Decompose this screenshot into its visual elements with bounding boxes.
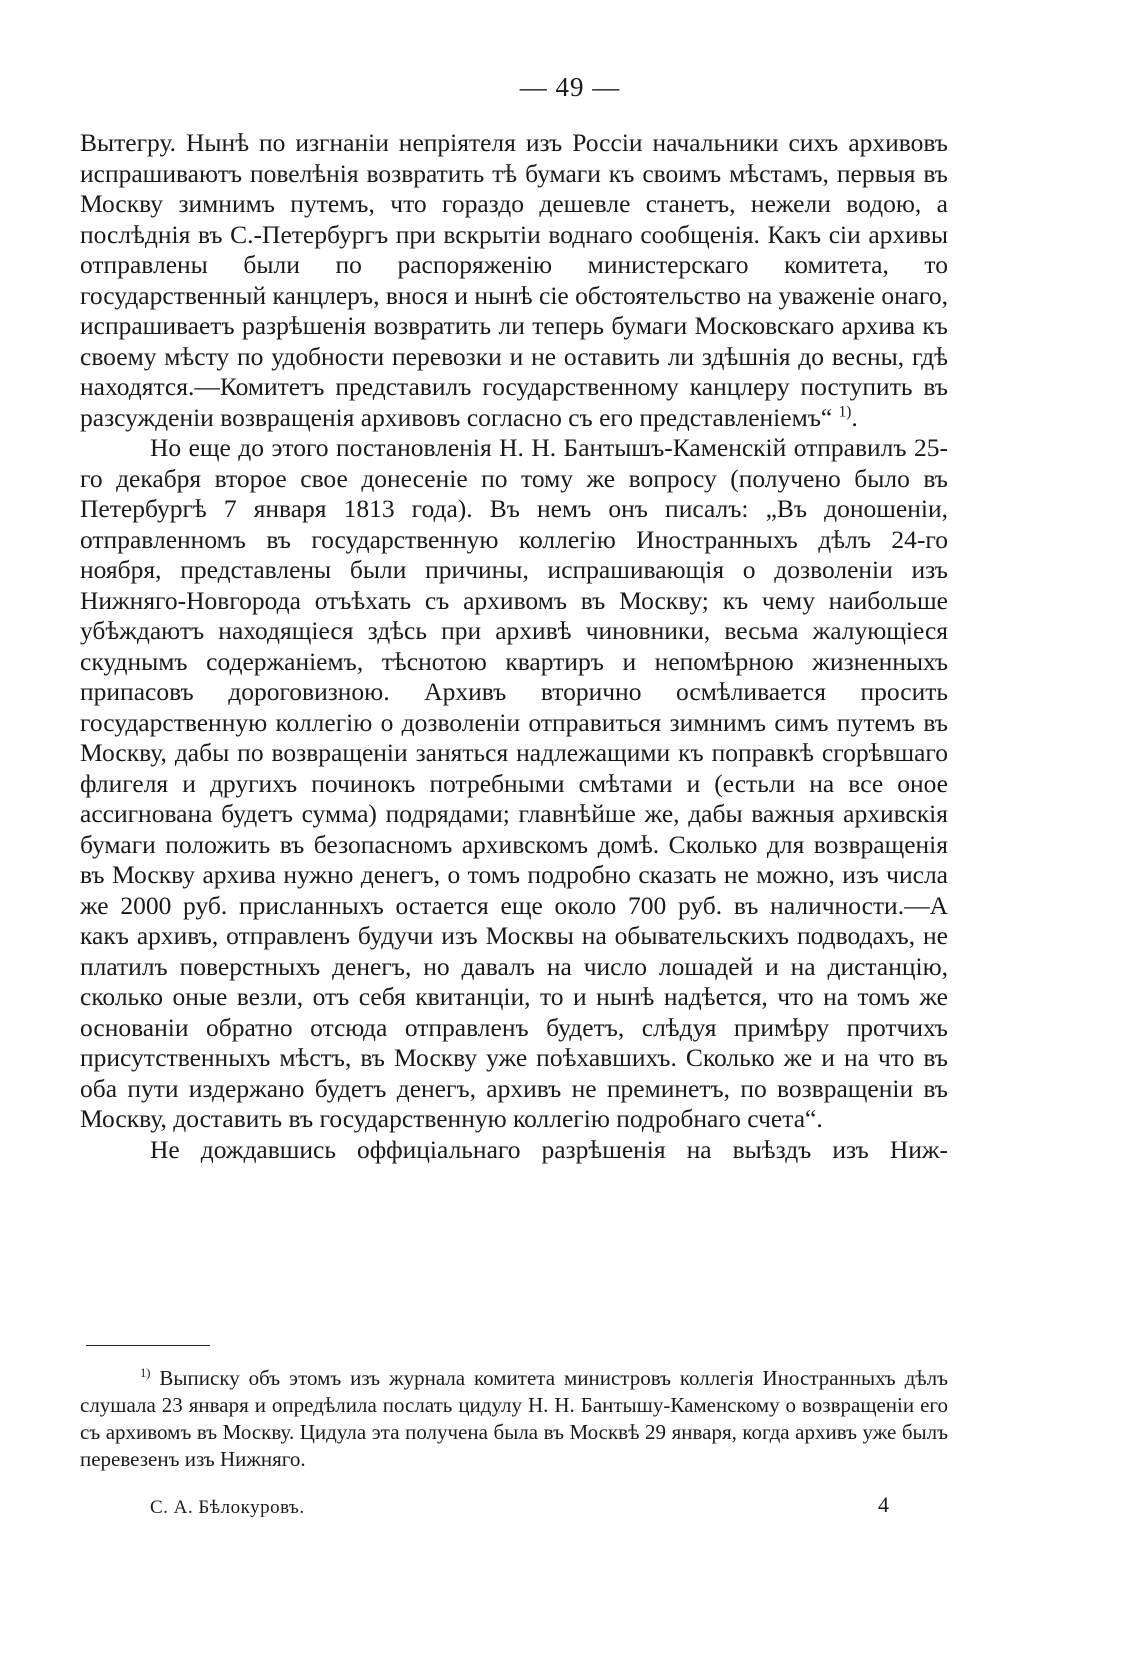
- signature-mark: 4: [878, 1492, 889, 1517]
- paragraph-1: [80, 128, 948, 433]
- footnote-divider: [86, 1345, 210, 1346]
- author-name: С. А. Бѣлокуровъ.: [150, 1497, 305, 1518]
- paragraph-2: [80, 433, 948, 1135]
- footnote-paragraph: [80, 1365, 948, 1473]
- footnote: [80, 1365, 948, 1473]
- footnote-reference: 1): [838, 403, 852, 420]
- paragraph-3: [80, 1135, 948, 1166]
- paragraph-1-tail: .: [851, 402, 858, 432]
- body-text: [80, 128, 948, 1165]
- footnote-marker: 1): [140, 1366, 151, 1380]
- footnote-text: Выписку объ этомъ изъ журнала комитета министровъ коллегія Иностранныхъ дѣлъ слушала 23 января и опредѣлила послать цидулу Н. Н. Бантышу-Каменскому о возвращеніи его съ архивомъ въ Москву. Цидула эта получена была въ Москвѣ 29 января, когда архивъ уже былъ перевезенъ изъ Нижняго.: [80, 1366, 948, 1471]
- paragraph-1-text: Вытегру. Нынѣ по изгнаніи непріятеля изъ Россіи начальники сихъ архивовъ испрашиваютъ повелѣнія возвратить тѣ бумаги къ своимъ мѣстамъ, первыя въ Москву зимнимъ путемъ, что гораздо дешевле станетъ, нежели водою, а послѣднія въ С.-Петербургъ при вскрытіи воднаго сообщенія. Какъ сіи архивы отправлены были по распоряженію министерскаго комитета, то государственный канцлеръ, внося и нынѣ сіе обстоятельство на уваженіе онаго, испрашиваетъ разрѣшенія возвратить ли теперь бумаги Московскаго архива къ своему мѣсту по удобности перевозки и не оставить ли здѣшнія до весны, гдѣ находятся.—Комитетъ представилъ государственному канцлеру поступить въ разсужденіи возвращенія архивовъ согласно съ его представленіемъ“: [80, 128, 949, 432]
- paragraph-3-text: Не дождавшись оффиціальнаго разрѣшенія на выѣздъ изъ Ниж-: [150, 1134, 948, 1164]
- paragraph-2-text: Но еще до этого постановленія Н. Н. Бантышъ-Каменскій отправилъ 25-го декабря второе свое донесеніе по тому же вопросу (получено было въ Петербургѣ 7 января 1813 года). Въ немъ онъ писалъ: „Въ доношеніи, отправленномъ въ государственную коллегію Иностранныхъ дѣлъ 24-го ноября, представлены были причины, испрашивающія о дозволеніи изъ Нижняго-Новгорода отъѣхать съ архивомъ въ Москву; къ чему наибольше убѣждаютъ находящіеся здѣсь при архивѣ чиновники, весьма жалующіеся скуднымъ содержаніемъ, тѣснотою квартиръ и непомѣрною жизненныхъ припасовъ дороговизною. Архивъ вторично осмѣливается просить государственную коллегію о дозволеніи отправиться зимнимъ симъ путемъ въ Москву, дабы по возвращеніи заняться надлежащими къ поправкѣ сгорѣвшаго флигеля и другихъ починокъ потребными смѣтами и (естьли на все оное ассигнована будетъ сумма) подрядами; главнѣйше же, дабы важныя архивскія бумаги положить въ безопасномъ архивскомъ домѣ. Сколько для возвращенія въ Москву архива нужно денегъ, о томъ подробно сказать не можно, изъ числа же 2000 руб. присланныхъ остается еще около 700 руб. въ наличности.—А какъ архивъ, отправленъ будучи изъ Москвы на обывательскихъ подводахъ, не платилъ поверстныхъ денегъ, но давалъ на число лошадей и на дистанцію, сколько оные везли, отъ себя квитанціи, то и нынѣ надѣется, что на томъ же основаніи обратно отсюда отправленъ будетъ, слѣдуя примѣру протчихъ присутственныхъ мѣстъ, въ Москву уже поѣхавшихъ. Сколько же и на что въ оба пути издержано будетъ денегъ, архивъ не преминетъ, по возвращеніи въ Москву, доставить въ государственную коллегію подробнаго счета“.: [80, 433, 948, 1133]
- page-number: — 49 —: [519, 72, 621, 102]
